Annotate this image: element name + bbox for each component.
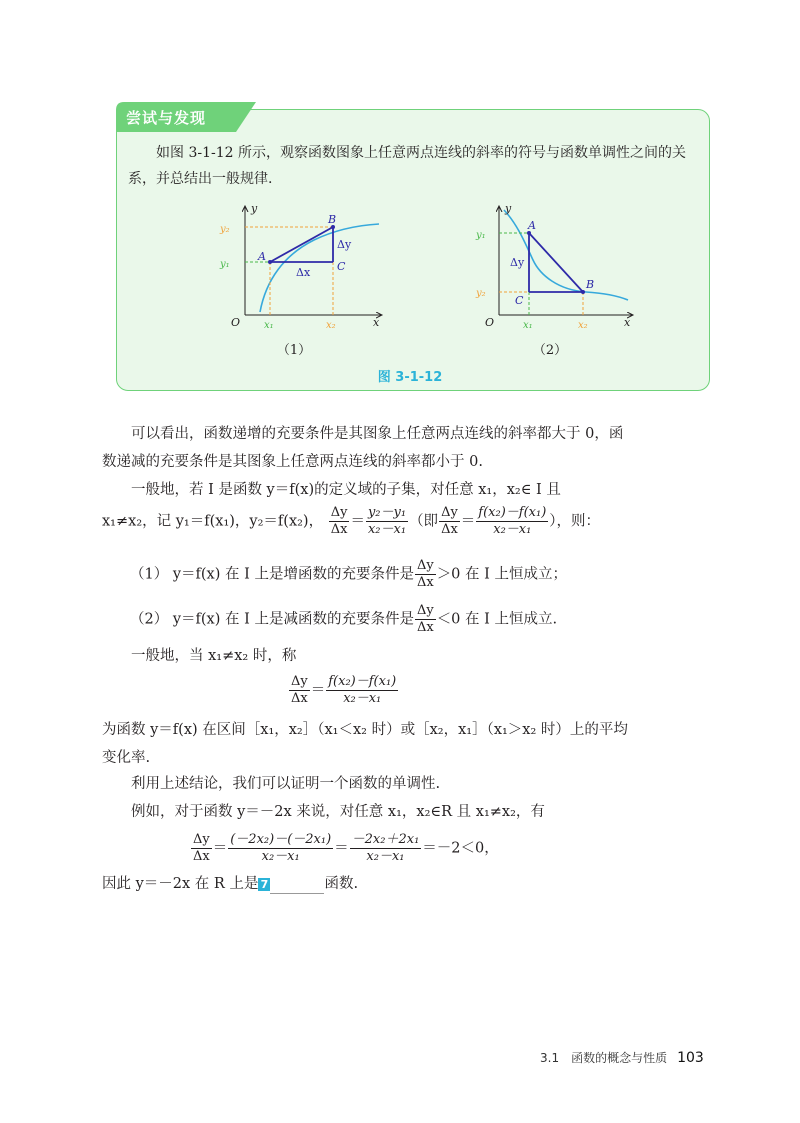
frac-num: Δy — [330, 505, 348, 520]
ex-tail: ＝－2＜0， — [422, 840, 499, 857]
item2-fraction — [415, 603, 436, 636]
frac-num: y₂－y₁ — [367, 505, 407, 520]
frac-num: Δy — [291, 674, 308, 689]
page-footer — [540, 1049, 730, 1066]
svg-text:A: A — [528, 219, 536, 232]
graph-decreasing — [468, 200, 648, 335]
frac-den: x₂－x₁ — [493, 522, 532, 537]
paragraph-5: 利用上述结论，我们可以证明一个函数的单调性. — [131, 776, 441, 792]
condition-increasing — [130, 558, 567, 591]
footer-section: 3.1 函数的概念与性质 — [540, 1051, 668, 1065]
function-fraction — [476, 505, 548, 538]
paragraph-3: 一般地，当 x₁≠x₂ 时，称 — [131, 648, 297, 664]
delta-fraction-2 — [439, 505, 460, 538]
p2-lead-text: x₁≠x₂，记 y₁＝f(x₁)，y₂＝f(x₂)， — [102, 513, 324, 530]
frac-den: Δx — [193, 849, 210, 864]
avg-delta-fraction — [289, 674, 310, 707]
svg-text:y₁: y₁ — [220, 259, 230, 270]
frac-den: x₂－x₁ — [366, 849, 405, 864]
frac-den: x₂－x₁ — [343, 691, 382, 706]
item1-tail: ＞0 在 I 上恒成立； — [436, 566, 567, 583]
svg-text:y₁: y₁ — [476, 230, 486, 241]
svg-text:y: y — [251, 202, 258, 215]
frac-den: Δx — [441, 522, 458, 537]
item2-tail: ＜0 在 I 上恒成立. — [436, 611, 558, 628]
frac-num: (－2x₂)－(－2x₁) — [230, 832, 332, 847]
frac-den: Δx — [291, 691, 308, 706]
svg-text:x₁: x₁ — [264, 320, 274, 331]
frac-num: －2x₂＋2x₁ — [351, 832, 420, 847]
explore-intro: 如图 3-1-12 所示，观察函数图象上任意两点连线的斜率的符号与函数单调性之间的关系，并总结出一般规律. — [128, 145, 686, 187]
frac-num: Δy — [416, 603, 434, 618]
answer-blank[interactable] — [270, 879, 324, 894]
example-computation: $\frac{\Delta y}{\Delta x}$ ＝ $\frac{\text{(－2x₂)－(－2x₁)}}{\text{x₂－x₁}}$ ＝ $\frac{\text{－2x₂＋2x₁}}{\text{x₂－x₁}}$ ＝－2＜0， — [193, 832, 499, 864]
page-number: 103 — [677, 1050, 704, 1066]
frac-den: x₂－x₁ — [367, 522, 407, 537]
svg-text:C: C — [515, 294, 524, 307]
paragraph-6: 例如，对于函数 y＝－2x 来说，对任意 x₁，x₂∈R 且 x₁≠x₂，有 — [131, 804, 545, 820]
frac-num: f(x₂)－f(x₁) — [478, 505, 547, 520]
p7-lead: 因此 y＝－2x 在 R 上是 — [102, 876, 259, 892]
svg-text:O: O — [485, 316, 495, 329]
svg-text:x₂: x₂ — [326, 320, 336, 331]
svg-text:O: O — [231, 316, 241, 329]
svg-text:x₁: x₁ — [523, 320, 533, 331]
paragraph-4: 为函数 y＝f(x) 在区间［x₁，x₂］（x₁＜x₂ 时）或［x₂，x₁］（x₁＞x₂ 时）上的平均变化率. — [102, 722, 628, 766]
paren-close: ），则： — [549, 513, 601, 530]
svg-text:x₂: x₂ — [578, 320, 588, 331]
ex-fraction-1 — [228, 832, 333, 865]
svg-text:Δy: Δy — [510, 256, 525, 269]
avg-function-fraction — [326, 674, 398, 707]
frac-num: f(x₂)－f(x₁) — [328, 674, 397, 689]
ex-fraction-2 — [350, 832, 422, 865]
svg-text:x: x — [373, 316, 380, 329]
frac-den: Δx — [416, 575, 434, 590]
ex-delta-fraction — [191, 832, 212, 865]
item2-lead: （2） y＝f(x) 在 I 上是减函数的充要条件是 — [130, 611, 414, 628]
svg-text:Δx: Δx — [296, 266, 311, 279]
average-rate-formula: $\frac{\Delta y}{\Delta x}$ ＝ $\frac{\text{f(x₂)－f(x₁)}}{\text{x₂－x₁}}$ — [291, 674, 397, 706]
svg-text:A: A — [258, 250, 266, 263]
paragraph-7 — [102, 874, 358, 894]
paragraph-2-line-1: 一般地，若 I 是函数 y＝f(x)的定义域的子集，对任意 x₁，x₂∈ I 且 — [131, 482, 561, 498]
svg-text:C: C — [337, 260, 346, 273]
paragraph-1: 可以看出，函数递增的充要条件是其图象上任意两点连线的斜率都大于 0，函数递减的充要条件是其图象上任意两点连线的斜率都小于 0. — [102, 426, 624, 470]
svg-text:B: B — [328, 213, 337, 226]
delta-fraction — [329, 505, 350, 538]
svg-text:x: x — [624, 316, 631, 329]
frac-num: Δy — [416, 558, 434, 573]
frac-den: Δx — [416, 620, 434, 635]
item1-fraction — [415, 558, 436, 591]
figure-1-label: （1） — [276, 343, 312, 358]
explore-tag — [116, 102, 256, 132]
frac-num: Δy — [441, 505, 458, 520]
frac-num: Δy — [193, 832, 210, 847]
item1-lead: （1） y＝f(x) 在 I 上是增函数的充要条件是 — [130, 566, 414, 583]
frac-den: x₂－x₁ — [261, 849, 300, 864]
blank-number-badge: 7 — [258, 878, 270, 891]
condition-decreasing — [130, 603, 557, 636]
figure-caption: 图 3-1-12 — [377, 370, 443, 385]
svg-text:y: y — [505, 202, 512, 215]
figure-2-label: （2） — [532, 343, 568, 358]
p7-tail: 函数. — [324, 876, 359, 892]
explore-tag-label: 尝试与发现 — [126, 109, 207, 127]
slope-fraction — [366, 505, 408, 538]
svg-text:y₂: y₂ — [476, 288, 486, 299]
frac-den: Δx — [330, 522, 348, 537]
svg-text:y₂: y₂ — [220, 224, 230, 235]
svg-text:Δy: Δy — [337, 238, 352, 251]
svg-text:B: B — [586, 278, 595, 291]
graph-increasing — [214, 200, 394, 335]
paren-open: （即 — [409, 513, 439, 530]
paragraph-2-line-2: x₁≠x₂，记 y₁＝f(x₁)，y₂＝f(x₂)， $\frac{\Delta y}{\Delta x}$ ＝ $\frac{\text{y₂－y₁}}{\text{x₂－x₁}}$ （即 $\frac{\Delta y}{\Delta x}$ ＝ $\frac{\text{f(x₂)－f(x₁)}}{\text{x₂－x₁}}$ ），则： — [102, 505, 601, 537]
